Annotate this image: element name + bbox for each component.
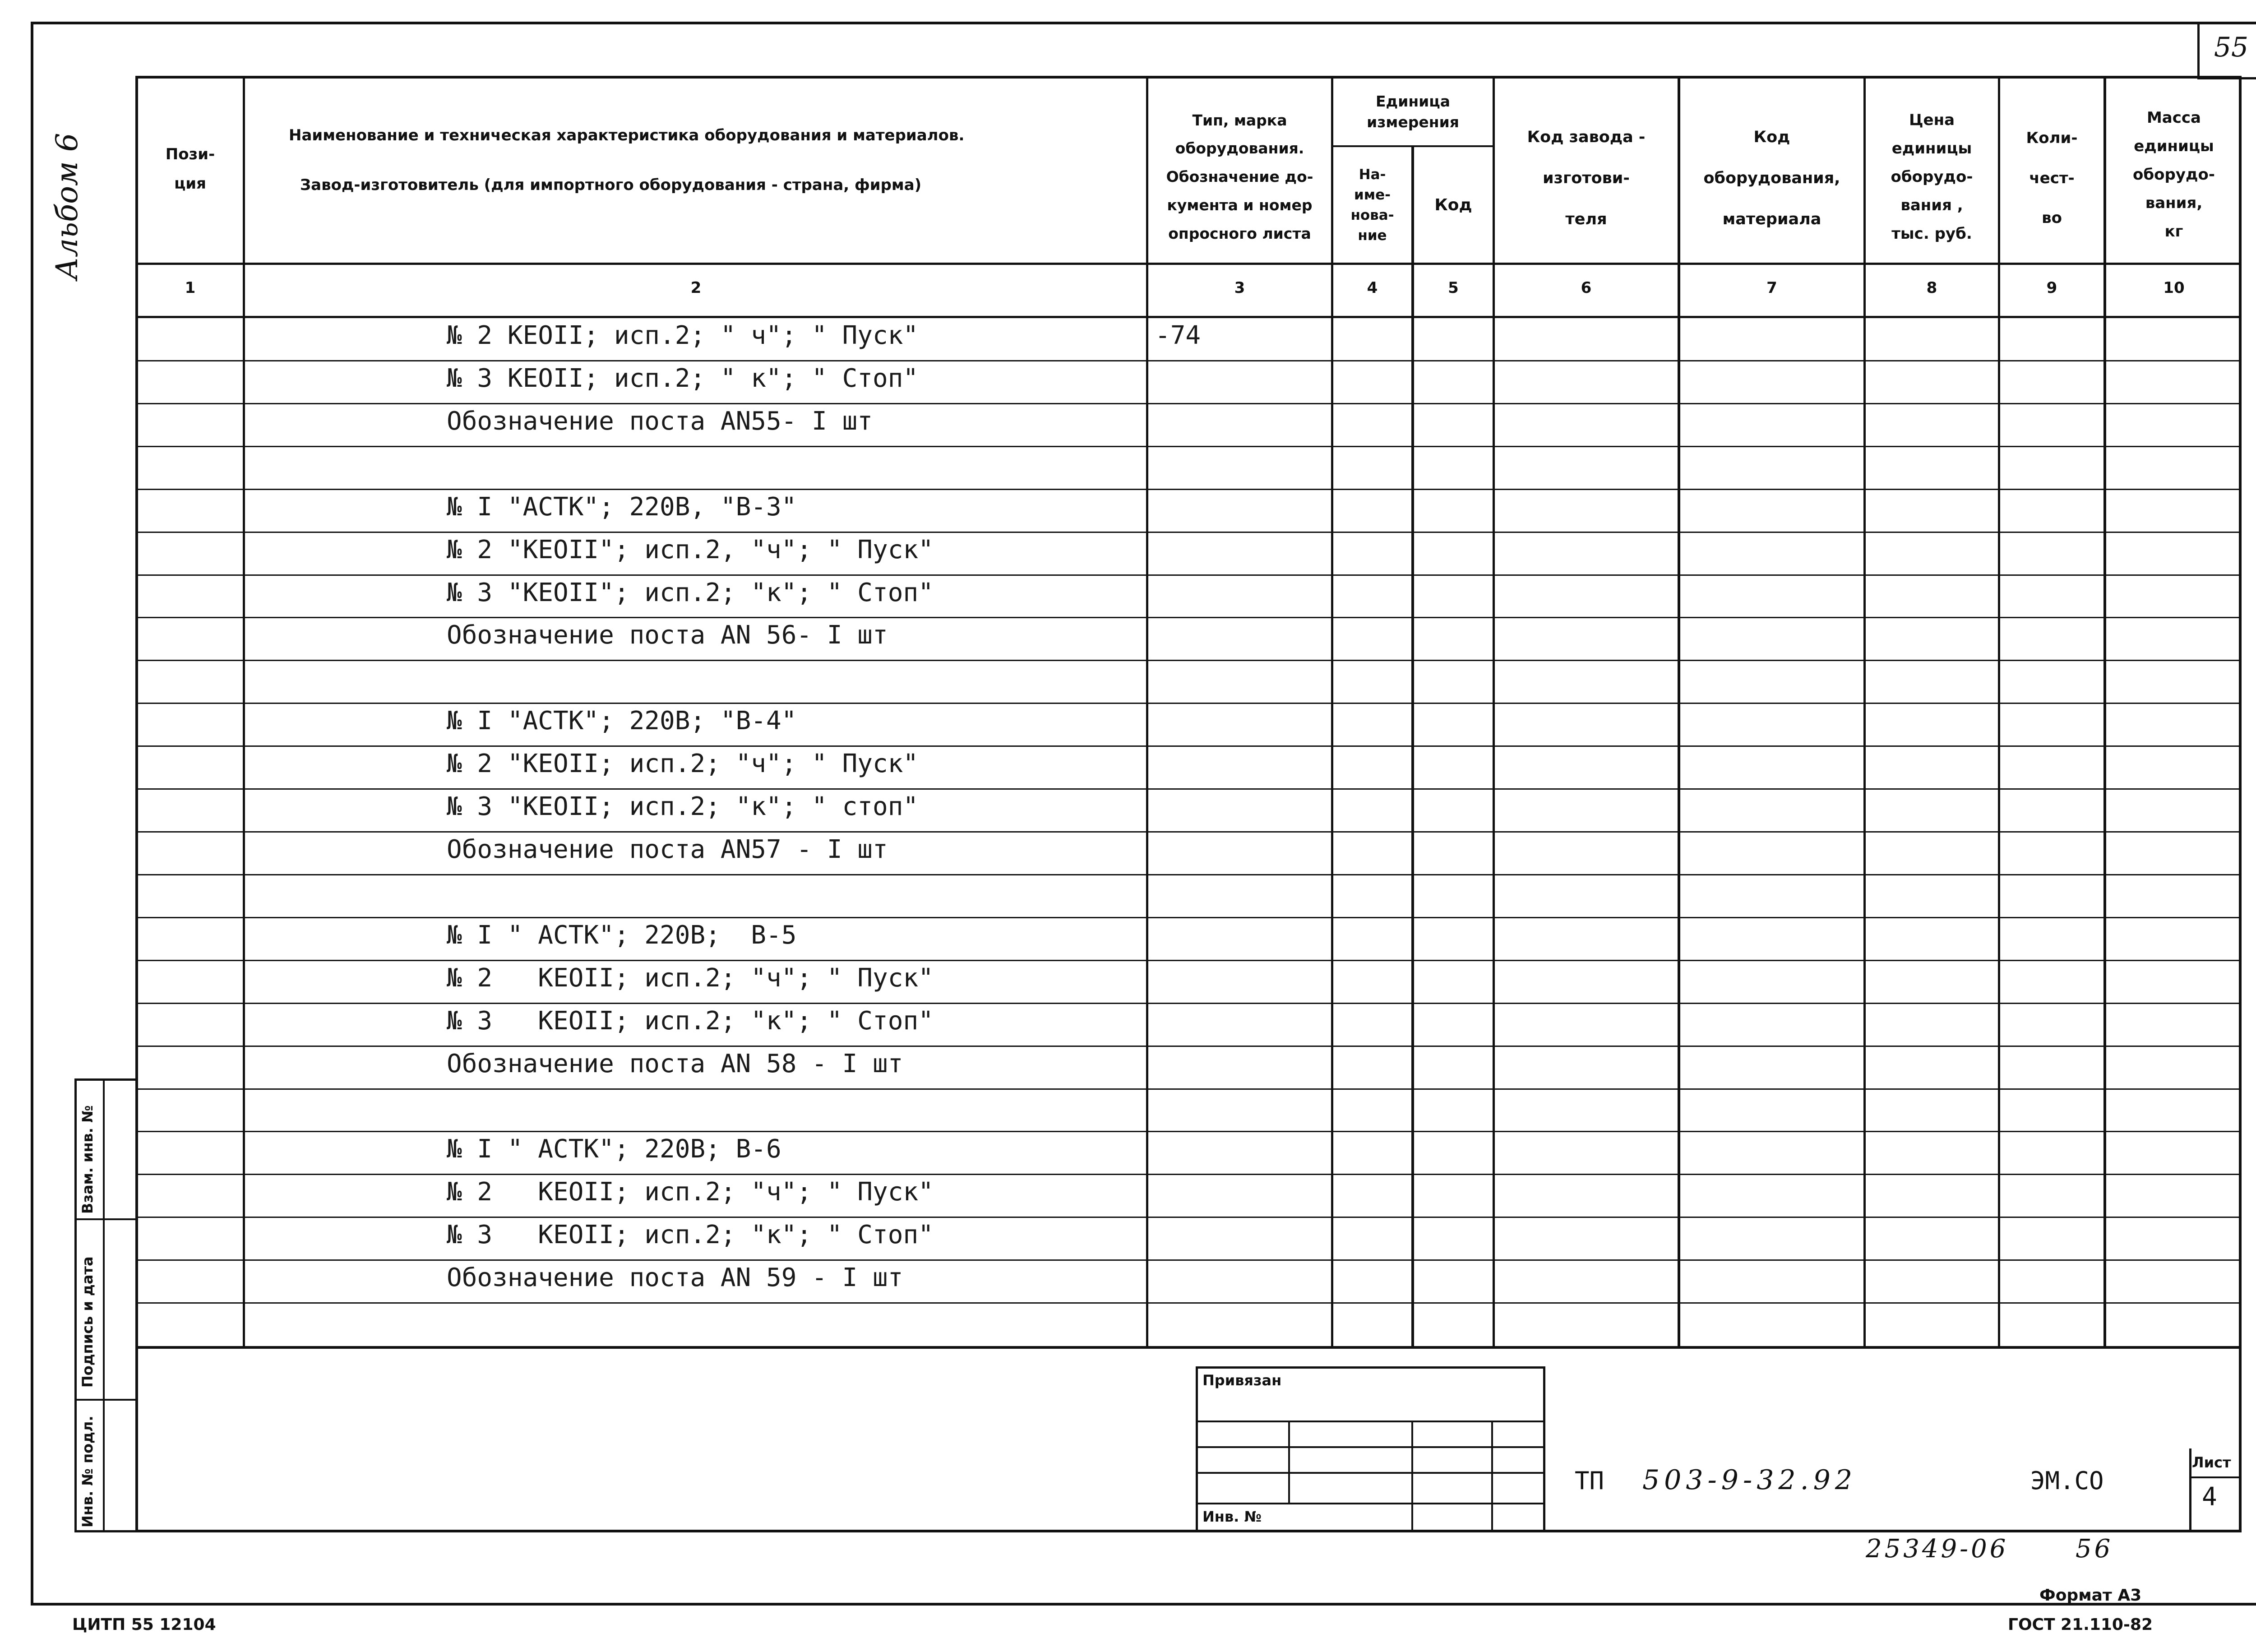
header-quantity: Коли- чест- во [2026,129,2078,227]
stamp-inv-label: Инв. № [1202,1508,1262,1525]
table-row-line [135,617,2242,618]
header-name-line1: Наименование и техническая характеристика оборудования и материалов. [289,126,965,144]
colnum-6: 6 [1581,279,1592,297]
archive-number: 25349-06 [1866,1534,2009,1564]
table-row-line [135,660,2242,661]
colnum-3: 3 [1234,279,1245,297]
table-row-name: № 2 "КЕОII; исп.2; "ч"; " Пуск" [447,749,919,778]
table-row-name: № 2 "КЕОII"; исп.2, "ч"; " Пуск" [447,535,934,565]
table-row-type: -74 [1155,321,1201,350]
table-row-name: Обозначение поста AN 58 - I шт [447,1049,903,1078]
colnum-2: 2 [690,279,702,297]
format-label: Формат А3 [2039,1586,2142,1605]
col-line-9 [2103,76,2106,1347]
header-position: Пози- ция [165,145,215,193]
table-row-line [135,1046,2242,1047]
side-stamp-line-1 [74,1218,138,1220]
corner-sheet-number: 55 [2214,32,2249,63]
header-mass: Масса единицы оборудо- вания, кг [2133,109,2215,241]
colnum-7: 7 [1766,279,1777,297]
header-price: Цена единицы оборудо- вания , тыс. руб. [1891,111,1973,243]
colnum-8: 8 [1926,279,1937,297]
table-row-line [135,1302,2242,1304]
table-row-line [135,917,2242,918]
colnum-9: 9 [2046,279,2057,297]
stamp-vline-b [1411,1421,1413,1532]
table-row-line [135,703,2242,704]
table-row-line [135,1217,2242,1218]
table-row-line [135,831,2242,833]
table-row-name: № I " АСТК"; 220В; В-5 [447,921,797,950]
table-row-line [135,403,2242,404]
table-row-name: Обозначение поста AN57 - I шт [447,835,888,864]
col-line-3 [1331,76,1333,1347]
header-type: Тип, марка оборудования. Обозначение до- кумента и номер опросного листа [1166,111,1313,242]
side-stamp-vzam: Взам. инв. № [79,1105,96,1214]
header-name-line2: Завод-изготовитель (для импортного оборудования - страна, фирма) [300,176,922,194]
col-line-7 [1863,76,1866,1347]
stamp-vline-c [1491,1421,1493,1532]
colnum-bottom-line [135,316,2242,318]
table-row-line [135,1131,2242,1132]
header-unit-code: Код [1434,195,1472,214]
stamp-privyazan-label: Привязан [1202,1372,1282,1389]
table-row-line [135,1174,2242,1175]
table-row-name: Обозначение поста AN 59 - I шт [447,1263,903,1292]
colnum-4: 4 [1367,279,1378,297]
colnum-5: 5 [1448,279,1459,297]
stamp-mark: ЭМ.СО [2030,1467,2104,1495]
table-row-line [135,874,2242,875]
table-row-line [135,788,2242,790]
table-stamp-separator [135,1346,2242,1349]
table-row-line [135,532,2242,533]
album-label: Альбом 6 [50,133,84,280]
table-row-name: Обозначение поста AN55- I шт [447,407,873,436]
stamp-doc-code: 503-9-32.92 [1642,1464,1857,1496]
col-line-2 [1146,76,1148,1347]
table-row-line [135,1003,2242,1004]
gost-label: ГОСТ 21.110-82 [2008,1615,2153,1634]
table-row-line [135,1088,2242,1090]
table-row-name: № 3 КЕОII; исп.2; "к"; " Стоп" [447,1220,934,1249]
table-row-name: № I "АСТК"; 220В, "В-3" [447,492,797,522]
side-stamp-inv-podl: Инв. № подл. [79,1416,96,1527]
table-row-name: № 2 КЕОII; исп.2; " ч"; " Пуск" [447,321,919,350]
table-row-line [135,446,2242,447]
col-line-1 [243,76,245,1347]
header-equipment-code: Код оборудования, материала [1703,128,1840,228]
header-unit-name: На- име- нова- ние [1350,167,1394,244]
colnum-1: 1 [185,279,196,297]
stamp-sheet-label: Лист [2192,1454,2231,1471]
table-row-name: № 3 КЕОII; исп.2; " к"; " Стоп" [447,364,919,393]
stamp-vline-a [1288,1421,1290,1503]
table-row-line [135,745,2242,747]
stamp-sheet-line [2189,1476,2242,1478]
table-row-line [135,1259,2242,1261]
table-row-line [135,360,2242,361]
stamp-tp: ТП [1575,1467,1604,1495]
side-stamp-line-2 [74,1399,138,1401]
table-row-name: № 3 "КЕОII; исп.2; "к"; " стоп" [447,792,919,821]
cipt-label: ЦИТП 55 12104 [72,1615,216,1634]
header-factory-code: Код завода - изготови- теля [1527,128,1646,228]
side-stamp-divider [103,1078,105,1532]
header-unit: Единица измерения [1367,92,1459,131]
table-row-name: № I " АСТК"; 220В; В-6 [447,1134,781,1164]
side-stamp-podpis: Подпись и дата [79,1256,96,1388]
table-row-name: № 2 КЕОII; исп.2; "ч"; " Пуск" [447,1177,934,1207]
table-row-name: № 2 КЕОII; исп.2; "ч"; " Пуск" [447,963,934,993]
col-line-5 [1493,76,1495,1347]
col-line-6 [1678,76,1680,1347]
table-row-line [135,489,2242,490]
table-row-name: № 3 "КЕОII"; исп.2; "к"; " Стоп" [447,578,934,607]
colnum-10: 10 [2163,279,2185,297]
stamp-sheet-value: 4 [2202,1482,2217,1512]
table-row-line [135,574,2242,576]
table-row-line [135,960,2242,961]
table-row-name: № I "АСТК"; 220В; "В-4" [447,706,797,736]
page-number: 56 [2076,1534,2113,1564]
col-line-8 [1998,76,2000,1347]
header-bottom-line [135,263,2242,265]
table-row-name: № 3 КЕОII; исп.2; "к"; " Стоп" [447,1006,934,1036]
table-row-name: Обозначение поста AN 56- I шт [447,620,888,650]
